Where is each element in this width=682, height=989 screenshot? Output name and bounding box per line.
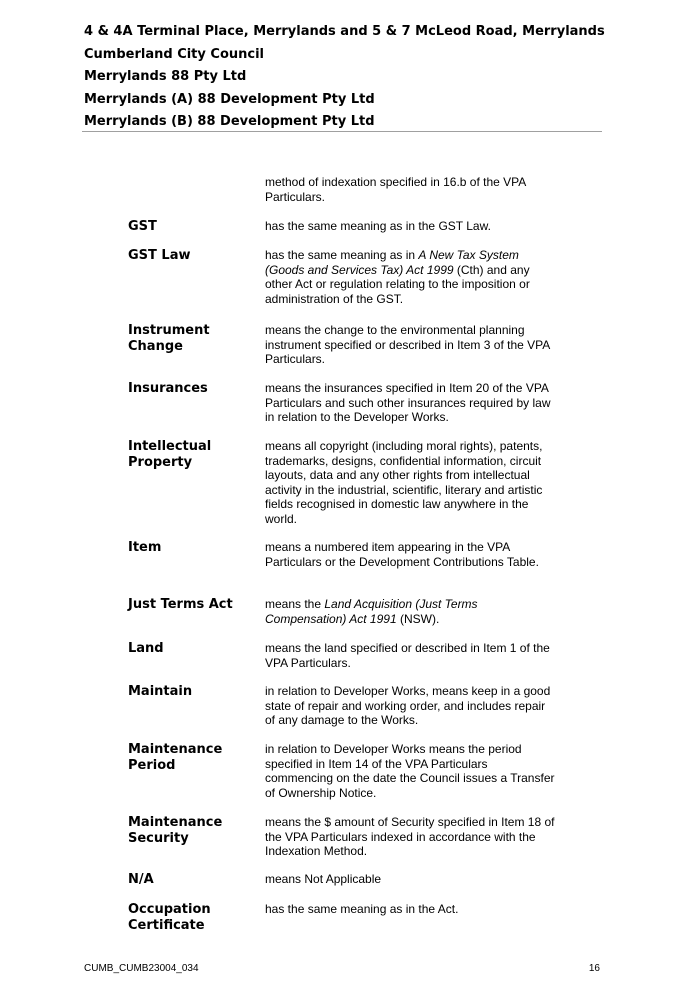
statute-title: A New Tax System (Goods and Services Tax) Act 1999 <box>265 248 519 277</box>
definition-meaning <box>265 815 555 859</box>
definition-meaning <box>265 742 555 800</box>
meaning-text: (NSW). <box>396 611 440 626</box>
definition-term: Occupation Certificate <box>128 902 211 933</box>
header-property-address: 4 & 4A Terminal Place, Merrylands and 5 & 7 McLeod Road, Merrylands <box>84 24 605 39</box>
definition-term: Maintenance Period <box>128 742 223 773</box>
meaning-text: means the <box>265 597 325 611</box>
definition-term: Intellectual Property <box>128 439 212 470</box>
meaning-text: means a numbered item appearing in the VPA Particulars or the Development Contributions Table. <box>265 540 539 569</box>
meaning-text: has the same meaning as in the Act. <box>265 902 459 916</box>
meaning-text: in relation to Developer Works means the period specified in Item 14 of the VPA Particulars commencing on the date the Council issues a Transfer of Ownership Notice. <box>265 742 555 800</box>
definition-meaning <box>265 641 555 670</box>
definition-meaning <box>265 439 555 526</box>
document-header <box>84 22 605 135</box>
meaning-text: means all copyright (including moral rights), patents, trademarks, designs, confidential information, circuit layouts, data and any other rights from intellectual activity in the industrial, scientific, literary and artistic fields recognised in domestic law anywhere in the world. <box>265 439 543 526</box>
meaning-text: means the land specified or described in Item 1 of the VPA Particulars. <box>265 641 550 670</box>
definition-meaning <box>265 248 555 306</box>
statute-title: Land Acquisition (Just Terms Compensation) Act 1991 <box>265 597 478 626</box>
definition-term: Insurances <box>128 381 208 396</box>
definition-meaning <box>265 219 555 234</box>
definition-term: Instrument Change <box>128 323 210 354</box>
definition-term: GST <box>128 219 157 234</box>
header-council: Cumberland City Council <box>84 46 265 62</box>
header-party-3: Merrylands (B) 88 Development Pty Ltd <box>84 114 375 129</box>
meaning-text: means Not Applicable <box>265 872 382 886</box>
definition-term: N/A <box>128 872 154 887</box>
definition-meaning <box>265 540 555 569</box>
meaning-text: has the same meaning as in the GST Law. <box>265 219 491 233</box>
header-divider <box>82 131 602 132</box>
definition-meaning <box>265 872 555 887</box>
definition-term: Maintenance Security <box>128 815 223 846</box>
meaning-text: (Cth) and any other Act or regulation relating to the imposition or administration of the GST. <box>265 262 530 306</box>
definition-term: GST Law <box>128 248 191 263</box>
definition-meaning <box>265 323 555 367</box>
footer-document-reference: CUMB_CUMB23004_034 <box>84 963 199 974</box>
definition-term: Land <box>128 641 164 656</box>
meaning-text: means the change to the environmental planning instrument specified or described in Item 3 of the VPA Particulars. <box>265 323 550 366</box>
header-party-2: Merrylands (A) 88 Development Pty Ltd <box>84 91 375 107</box>
meaning-text: means the insurances specified in Item 20 of the VPA Particulars and such other insurances required by law in relation to the Developer Works. <box>265 381 551 424</box>
meaning-text: has the same meaning as in <box>265 248 419 262</box>
footer-page-number: 16 <box>588 963 600 974</box>
header-party-1: Merrylands 88 Pty Ltd <box>84 69 247 84</box>
definition-meaning <box>265 597 555 626</box>
definition-meaning <box>265 902 555 917</box>
definition-term: Maintain <box>128 684 193 699</box>
continued-definition-text: method of indexation specified in 16.b of the VPA Particulars. <box>265 175 526 204</box>
definition-term: Just Terms Act <box>128 597 233 612</box>
definition-term: Item <box>128 540 162 555</box>
definition-meaning <box>265 684 555 728</box>
definition-meaning <box>265 381 555 425</box>
meaning-text: means the $ amount of Security specified in Item 18 of the VPA Particulars indexed in accordance with the Indexation Method. <box>265 815 555 858</box>
meaning-text: in relation to Developer Works, means keep in a good state of repair and working order, and includes repair of any damage to the Works. <box>265 684 551 727</box>
